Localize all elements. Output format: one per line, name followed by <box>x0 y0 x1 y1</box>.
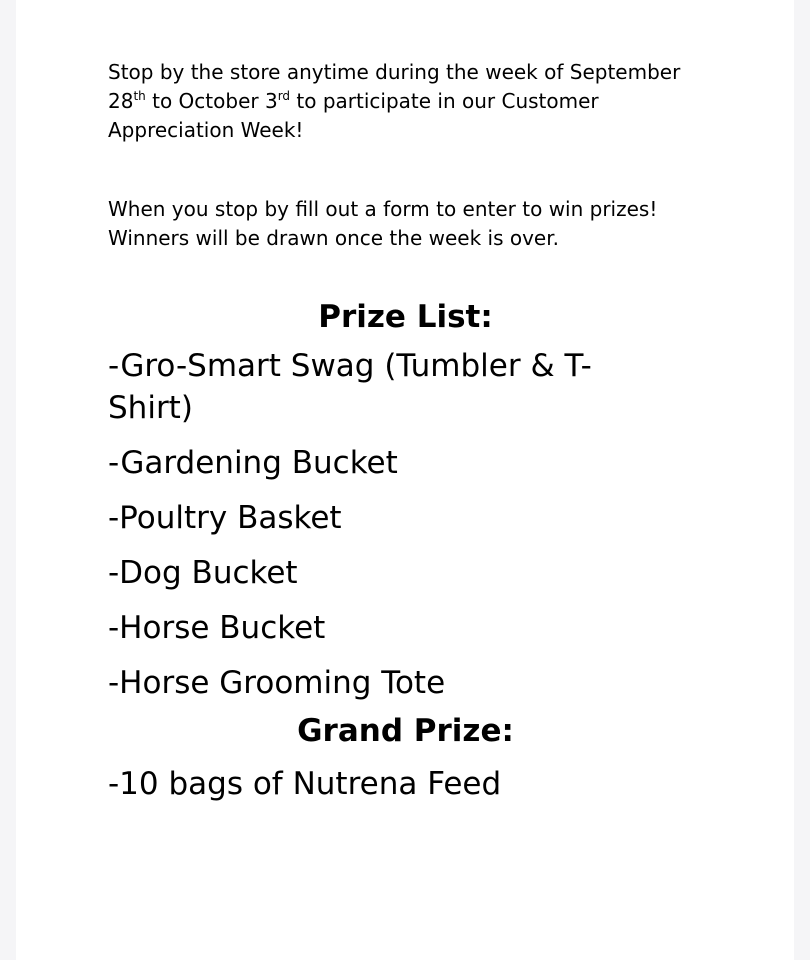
document-body <box>108 58 708 818</box>
intro-text-part2: to October 3 <box>145 89 278 113</box>
prize-item-horse-grooming-tote: -Horse Grooming Tote <box>108 665 446 701</box>
prize-item-dog-bucket: -Dog Bucket <box>108 555 298 591</box>
intro-text-part1: Stop by the store anytime during the week of September 28 <box>108 60 681 113</box>
prize-list-heading: Prize List: <box>318 299 493 335</box>
prize-item-horse-bucket: -Horse Bucket <box>108 610 326 646</box>
instructions-paragraph: When you stop by fill out a form to enter to win prizes! Winners will be drawn once the week is over. <box>108 197 658 250</box>
grand-prize-heading: Grand Prize: <box>297 713 514 749</box>
prize-item-gardening-bucket: -Gardening Bucket <box>108 445 398 481</box>
prize-item-poultry-basket: -Poultry Basket <box>108 500 342 536</box>
grand-prize-item: -10 bags of Nutrena Feed <box>108 766 502 802</box>
intro-text-part3: to participate in our Customer Appreciation Week! <box>108 89 599 142</box>
prize-list <box>108 345 708 704</box>
grand-prize-list <box>108 763 708 805</box>
intro-superscript-rd: rd <box>277 89 291 103</box>
intro-superscript-th: th <box>133 89 146 103</box>
prize-item-swag: -Gro-Smart Swag (Tumbler & T-Shirt) <box>108 348 592 426</box>
intro-paragraph <box>108 58 708 145</box>
document-page <box>16 0 794 960</box>
